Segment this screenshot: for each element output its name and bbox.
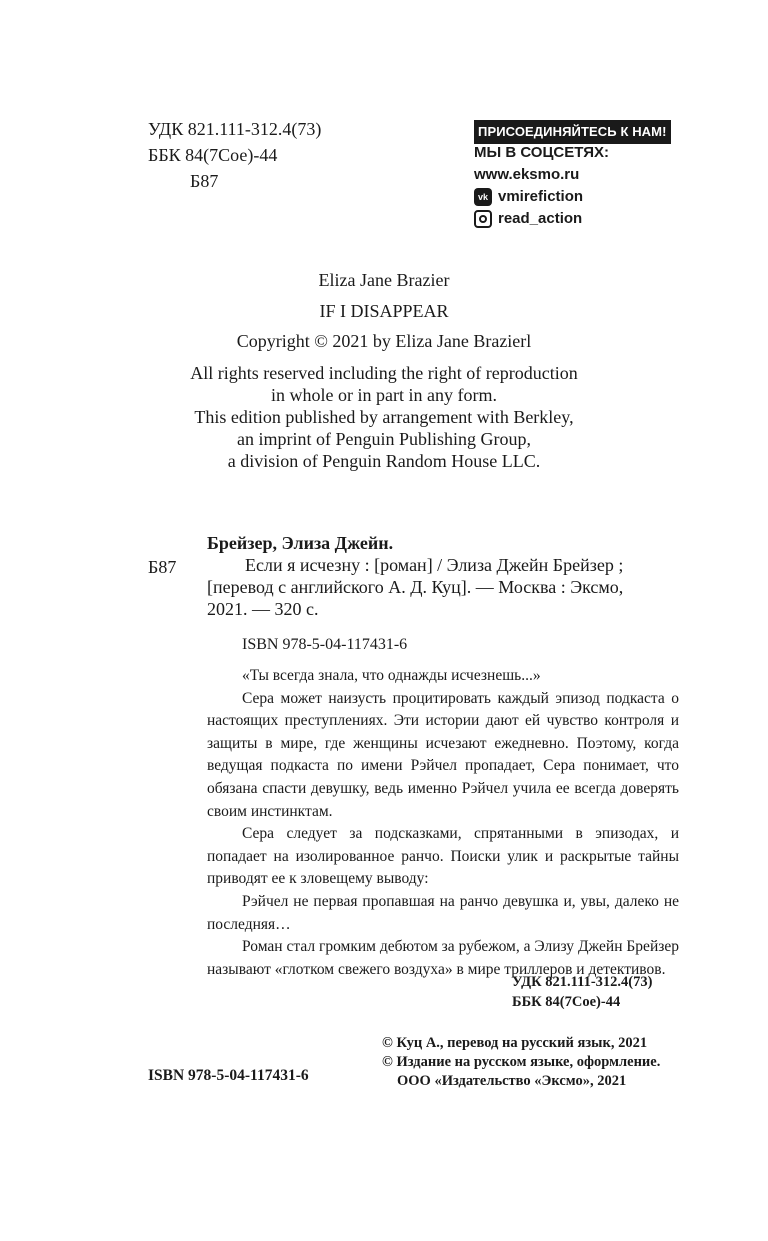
instagram-handle: read_action [498, 210, 583, 227]
rights-line: This edition published by arrangement with Berkley, [194, 407, 574, 427]
vk-handle: vmirefiction [498, 188, 584, 205]
copyright-line: © Куц А., перевод на русский язык, 2021 [382, 1035, 648, 1051]
codes-block [512, 972, 652, 1012]
rights-line: All rights reserved including the right of reproduction [190, 363, 578, 383]
udk-code-bottom: УДК 821.111-312.4(73) [512, 974, 653, 990]
bib-author: Брейзер, Элиза Джейн. [207, 533, 394, 553]
bib-line: Если я исчезну : [роман] / Элиза Джейн Брейзер ; [245, 555, 624, 575]
rights-line: a division of Penguin Random House LLC. [227, 451, 541, 471]
isbn-bottom: ISBN 978-5-04-117431-6 [148, 1067, 309, 1084]
social-networks-label: МЫ В СОЦСЕТЯХ: [474, 144, 610, 161]
rights-statement [0, 362, 768, 472]
bbk-code: ББК 84(7Сое)-44 [148, 145, 278, 165]
rights-line: an imprint of Penguin Publishing Group, [237, 429, 531, 449]
udk-code: УДК 821.111-312.4(73) [148, 119, 322, 139]
russian-copyright [382, 1034, 660, 1091]
bibliographic-record [207, 532, 679, 620]
vk-icon: vk [474, 188, 492, 206]
original-title: IF I DISAPPEAR [319, 301, 449, 321]
join-banner: ПРИСОЕДИНЯЙТЕСЬ К НАМ! [474, 120, 671, 144]
annotation-paragraph: Рэйчел не первая пропавшая на ранчо девушка и, увы, далеко не последняя… [207, 892, 679, 933]
annotation-paragraph: Сера следует за подсказками, спрятанными в эпизодах, и попадает на изолированное ранчо. Поиски улик и раскрытые тайны приводят ее к зловещему выводу: [207, 825, 679, 888]
copyright-line: ООО «Издательство «Эксмо», 2021 [397, 1073, 627, 1089]
bib-isbn: ISBN 978-5-04-117431-6 [242, 636, 408, 653]
bib-author-mark: Б87 [148, 557, 177, 577]
catalog-block [148, 116, 321, 194]
vk-row[interactable] [474, 186, 671, 208]
social-block [474, 120, 671, 230]
bbk-code-bottom: ББК 84(7Сое)-44 [512, 994, 621, 1010]
annotation-paragraph: Сера может наизусть процитировать каждый эпизод подкаста о настоящих преступлениях. Эти истории дают ей чувство контроля и защиты в мире, где женщины исчезают ежедневно. Поэтому, когда ведущая подкаста по имени Рэйчел пропадает, Сера понимает, что обязана спасти девушку, ведь именно Рэйчел учила ее всегда доверять своим инстинктам. [207, 689, 679, 820]
annotation [207, 665, 679, 981]
site-link[interactable]: www.eksmo.ru [474, 166, 580, 183]
author-mark: Б87 [190, 171, 219, 191]
bib-line: 2021. — 320 с. [207, 599, 319, 619]
instagram-row[interactable] [474, 208, 671, 230]
annotation-paragraph: Роман стал громким дебютом за рубежом, а Элизу Джейн Брейзер называют «глотком свежего воздуха» в мире триллеров и детективов. [207, 938, 679, 978]
bib-line: [перевод с английского А. Д. Куц]. — Москва : Эксмо, [207, 577, 624, 597]
original-author: Eliza Jane Brazier [318, 270, 450, 290]
instagram-icon [474, 210, 492, 228]
original-copyright: Copyright © 2021 by Eliza Jane Brazierl [236, 331, 532, 351]
copyright-line: © Издание на русском языке, оформление. [382, 1054, 661, 1070]
rights-line: in whole or in part in any form. [271, 385, 497, 405]
annotation-paragraph: «Ты всегда знала, что однажды исчезнешь...» [242, 667, 541, 684]
